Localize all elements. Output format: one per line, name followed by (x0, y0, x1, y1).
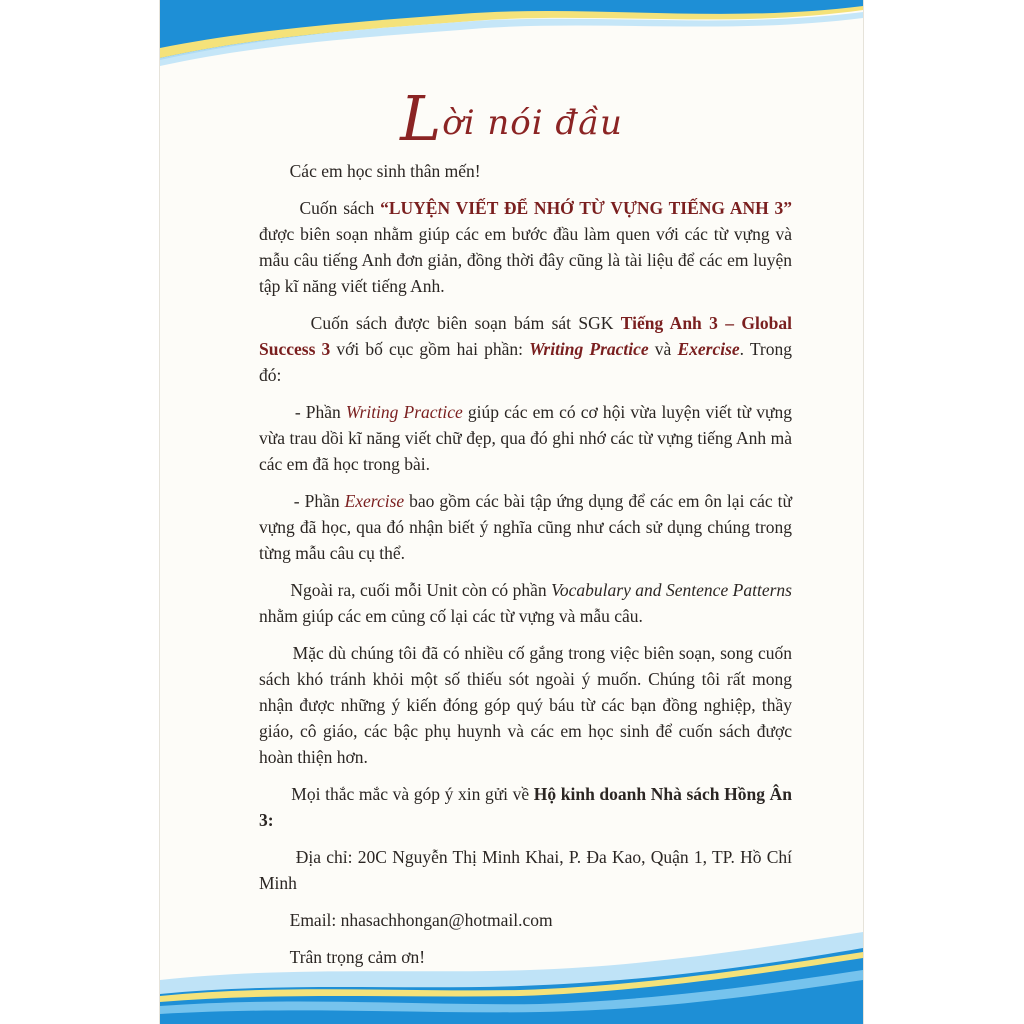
publisher-name: Hộ kinh doanh Nhà sách Hồng Ân 3 (259, 784, 792, 830)
part-writing-practice: Writing Practice (529, 339, 649, 359)
closing-text: Trân trọng cảm ơn! (289, 947, 426, 967)
para2-mid2: và (648, 339, 678, 359)
para1-rest: được biên soạn nhằm giúp các em bước đầu làm quen với các từ vựng và mẫu câu tiếng Anh đơn giản, đồng thời đây cũng là tài liệu để các em luyện tập kĩ năng viết tiếng Anh. (259, 224, 792, 296)
para2-lead: Cuốn sách được biên soạn bám sát SGK (310, 313, 621, 333)
para2-end: . Trong đó: (259, 339, 793, 385)
section-name: Vocabulary and Sentence Patterns (551, 580, 792, 600)
top-wave-decoration (160, 0, 863, 70)
para1-lead: Cuốn sách (299, 198, 381, 218)
preface-body (259, 158, 792, 1018)
para3-lead: - Phần (294, 402, 346, 422)
bottom-wave-decoration (160, 914, 863, 1024)
title-initial: L (400, 82, 443, 155)
part-exercise: Exercise (677, 339, 740, 359)
contact-lead: Mọi thắc mắc và góp ý xin gửi về (291, 784, 534, 804)
paragraph-contact (259, 781, 792, 833)
para4-part: Exercise (344, 491, 405, 511)
paragraph-intro (259, 195, 792, 299)
paragraph-exercise (259, 488, 792, 566)
title-rest: ời nói đầu (442, 103, 623, 143)
paragraph-writing-practice (259, 399, 792, 477)
para4-lead: - Phần (293, 491, 345, 511)
book-title: “LUYỆN VIẾT ĐỂ NHỚ TỪ VỰNG TIẾNG ANH 3” (380, 198, 793, 218)
address-text: Địa chỉ: 20C Nguyễn Thị Minh Khai, P. Đa Kao, Quận 1, TP. Hồ Chí Minh (259, 847, 793, 893)
email-text: Email: nhasachhongan@hotmail.com (289, 910, 553, 930)
greeting-text: Các em học sinh thân mến! (289, 161, 481, 181)
para2-mid1: với bố cục gồm hai phần: (330, 339, 530, 359)
page-title (160, 82, 863, 155)
greeting (259, 158, 792, 184)
paragraph-feedback (259, 640, 792, 770)
book-page (160, 0, 863, 1024)
para3-part: Writing Practice (345, 402, 463, 422)
para5-lead: Ngoài ra, cuối mỗi Unit còn có phần (290, 580, 552, 600)
para4-rest: bao gồm các bài tập ứng dụng để các em ôn lại các từ vựng đã học, qua đó nhận biết ý nghĩa cũng như cách sử dụng chúng trong từng mẫu câu cụ thể. (259, 491, 793, 563)
textbook-name: Tiếng Anh 3 – Global Success 3 (259, 313, 792, 359)
para3-rest: giúp các em có cơ hội vừa luyện viết từ vựng vừa trau dồi kĩ năng viết chữ đẹp, qua đó ghi nhớ các từ vựng tiếng Anh mà các em đã học trong bài. (259, 402, 793, 474)
contact-colon: : (267, 810, 274, 830)
paragraph-vocabulary (259, 577, 792, 629)
para6-text: Mặc dù chúng tôi đã có nhiều cố gắng trong việc biên soạn, song cuốn sách khó tránh khỏi một số thiếu sót ngoài ý muốn. Chúng tôi rất mong nhận được những ý kiến đóng góp quý báu từ các bạn đồng nghiệp, thầy giáo, cô giáo, các bậc phụ huynh và các em học sinh để cuốn sách được hoàn thiện hơn. (259, 643, 793, 767)
para5-rest: nhằm giúp các em củng cố lại các từ vựng và mẫu câu. (259, 606, 643, 626)
paragraph-structure (259, 310, 792, 388)
address-line (259, 844, 792, 896)
